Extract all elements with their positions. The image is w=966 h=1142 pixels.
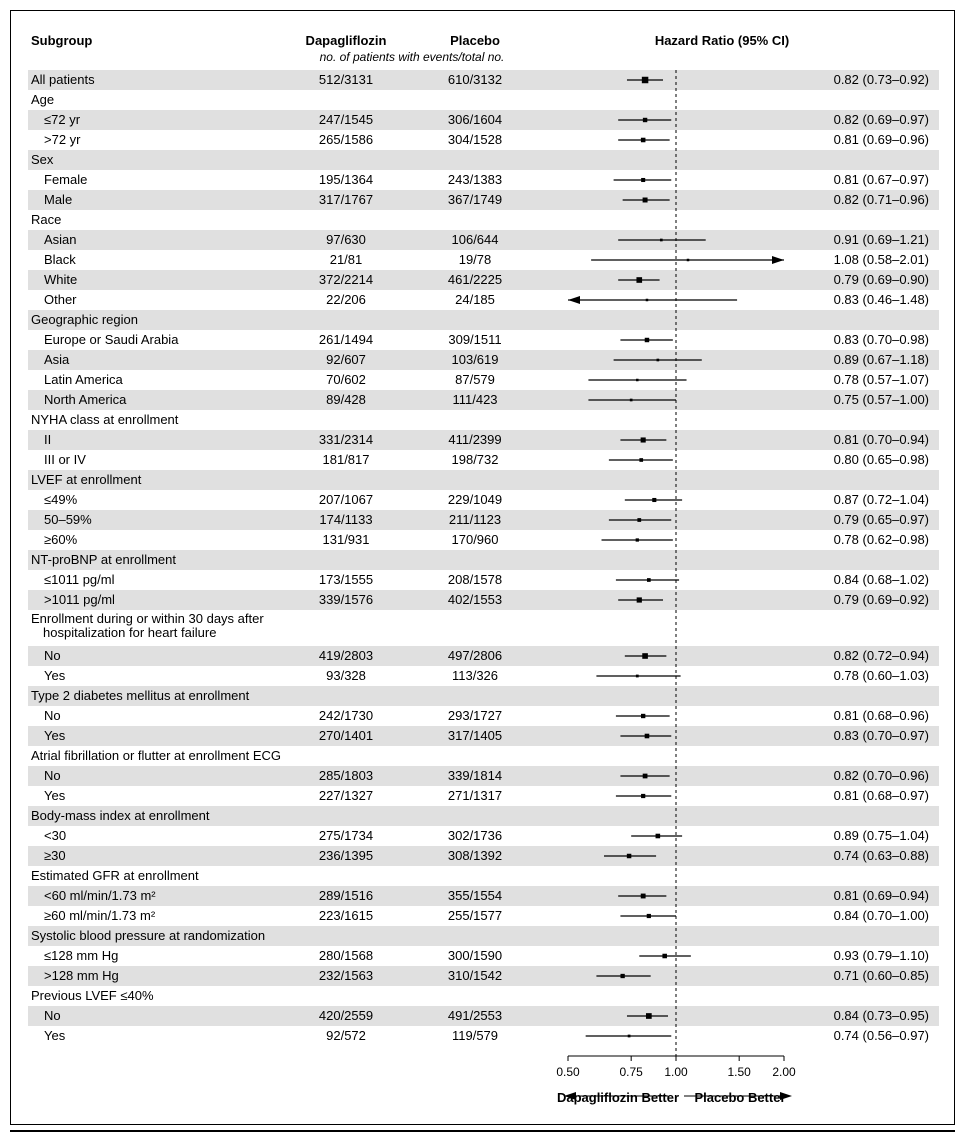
subgroup-label: Black	[44, 252, 76, 267]
subgroup-label: Latin America	[44, 372, 123, 387]
subgroup-label: Systolic blood pressure at randomization	[31, 928, 266, 943]
hazard-ratio-text: 0.89 (0.67–1.18)	[833, 352, 929, 367]
placebo-events-value: 339/1814	[447, 768, 503, 783]
hazard-ratio-text: 0.71 (0.60–0.85)	[833, 968, 929, 983]
dapagliflozin-events-value: 207/1067	[318, 492, 374, 507]
x-tick-label: 1.50	[727, 1065, 751, 1079]
hazard-ratio-text: 0.79 (0.69–0.90)	[833, 272, 929, 287]
subgroup-label: 50–59%	[44, 512, 92, 527]
hazard-ratio-text: 0.93 (0.79–1.10)	[833, 948, 929, 963]
placebo-events-value: 170/960	[451, 532, 499, 547]
placebo-events-value: 310/1542	[447, 968, 503, 983]
dapagliflozin-events-value: 97/630	[326, 232, 366, 247]
hazard-ratio-text: 0.82 (0.71–0.96)	[833, 192, 929, 207]
subgroup-label: ≥30	[44, 848, 66, 863]
hazard-ratio-text: 0.80 (0.65–0.98)	[833, 452, 929, 467]
point-estimate-marker	[645, 338, 649, 342]
subgroup-label: LVEF at enrollment	[31, 472, 142, 487]
placebo-events-value: 198/732	[451, 452, 499, 467]
dapagliflozin-events-value: 174/1133	[319, 512, 373, 527]
dapagliflozin-better-label: Dapagliflozin Better	[556, 1090, 680, 1105]
point-estimate-marker	[641, 138, 646, 143]
subgroup-label: Geographic region	[31, 312, 138, 327]
point-estimate-marker	[637, 518, 641, 522]
subgroup-label: Age	[31, 92, 55, 107]
subgroup-label-line2: hospitalization for heart failure	[43, 625, 217, 640]
point-estimate-marker	[641, 437, 646, 442]
hazard-ratio-text: 0.83 (0.70–0.98)	[833, 332, 929, 347]
point-estimate-marker	[641, 794, 645, 798]
placebo-events-value: 302/1736	[447, 828, 503, 843]
hazard-ratio-text: 0.84 (0.73–0.95)	[833, 1008, 929, 1023]
hazard-ratio-text: 0.83 (0.70–0.97)	[833, 728, 929, 743]
point-estimate-marker	[643, 198, 648, 203]
placebo-events-value: 304/1528	[447, 132, 503, 147]
hazard-ratio-text: 0.79 (0.69–0.92)	[833, 592, 929, 607]
subgroup-label: No	[44, 1008, 61, 1023]
point-estimate-marker	[630, 399, 633, 402]
placebo-events-value: 355/1554	[447, 888, 503, 903]
dapagliflozin-events-value: 232/1563	[318, 968, 374, 983]
subgroup-label: Type 2 diabetes mellitus at enrollment	[31, 688, 250, 703]
placebo-events-value: 309/1511	[448, 332, 502, 347]
placebo-events-value: 402/1553	[447, 592, 503, 607]
dapagliflozin-events-value: 339/1576	[318, 592, 374, 607]
point-estimate-marker	[643, 118, 647, 122]
placebo-events-value: 255/1577	[447, 908, 503, 923]
subgroup-label: ≤72 yr	[44, 112, 81, 127]
point-estimate-marker	[636, 379, 639, 382]
point-estimate-marker	[628, 1035, 631, 1038]
point-estimate-marker	[639, 458, 643, 462]
point-estimate-marker	[687, 259, 690, 262]
subgroup-label: Estimated GFR at enrollment	[31, 868, 199, 883]
placebo-events-value: 243/1383	[447, 172, 503, 187]
dapagliflozin-events-value: 275/1734	[318, 828, 374, 843]
placebo-events-value: 610/3132	[447, 72, 503, 87]
subgroup-label: NT-proBNP at enrollment	[31, 552, 176, 567]
placebo-events-value: 308/1392	[447, 848, 503, 863]
dapagliflozin-events-value: 131/931	[322, 532, 370, 547]
subgroup-label: ≥60 ml/min/1.73 m²	[44, 908, 156, 923]
point-estimate-marker	[627, 854, 631, 858]
dapagliflozin-events-value: 242/1730	[318, 708, 374, 723]
placebo-events-value: 87/579	[455, 372, 495, 387]
hazard-ratio-text: 0.78 (0.57–1.07)	[833, 372, 929, 387]
subgroup-label: Male	[44, 192, 73, 207]
dapagliflozin-events-value: 236/1395	[318, 848, 374, 863]
dapagliflozin-events-value: 89/428	[326, 392, 366, 407]
dapagliflozin-events-value: 512/3131	[318, 72, 374, 87]
hazard-ratio-text: 0.84 (0.70–1.00)	[833, 908, 929, 923]
dapagliflozin-events-value: 419/2803	[318, 648, 374, 663]
dapagliflozin-events-value: 22/206	[326, 292, 366, 307]
placebo-events-value: 317/1405	[447, 728, 503, 743]
hazard-ratio-text: 0.91 (0.69–1.21)	[833, 232, 929, 247]
dapagliflozin-events-value: 285/1803	[318, 768, 374, 783]
hazard-ratio-text: 0.82 (0.72–0.94)	[833, 648, 929, 663]
point-estimate-marker	[620, 974, 624, 978]
hazard-ratio-text: 0.81 (0.68–0.97)	[833, 788, 929, 803]
point-estimate-marker	[647, 578, 651, 582]
point-estimate-marker	[642, 653, 648, 659]
subgroup-label: Yes	[44, 668, 66, 683]
subgroup-label: Atrial fibrillation or flutter at enrollment ECG	[31, 748, 281, 763]
subgroup-label: >128 mm Hg	[44, 968, 119, 983]
subgroup-header: Subgroup	[31, 33, 93, 48]
x-tick-label: 1.00	[664, 1065, 688, 1079]
placebo-events-value: 211/1123	[448, 512, 502, 527]
hazard-ratio-text: 0.87 (0.72–1.04)	[833, 492, 929, 507]
point-estimate-marker	[646, 299, 649, 302]
subgroup-label: No	[44, 648, 61, 663]
subgroup-label: ≤49%	[44, 492, 78, 507]
placebo-events-value: 229/1049	[447, 492, 503, 507]
placebo-events-value: 111/423	[452, 392, 498, 407]
dapagliflozin-events-value: 289/1516	[318, 888, 374, 903]
placebo-events-value: 461/2225	[447, 272, 503, 287]
point-estimate-marker	[641, 894, 646, 899]
placebo-events-value: 208/1578	[447, 572, 503, 587]
hazard-ratio-text: 0.74 (0.56–0.97)	[833, 1028, 929, 1043]
dapagliflozin-events-value: 92/572	[326, 1028, 366, 1043]
subgroup-label: <30	[44, 828, 67, 843]
hazard-ratio-text: 0.89 (0.75–1.04)	[833, 828, 929, 843]
ci-arrow-left-icon	[568, 296, 580, 304]
point-estimate-marker	[636, 538, 639, 541]
point-estimate-marker	[652, 498, 656, 502]
hazard-ratio-text: 0.75 (0.57–1.00)	[833, 392, 929, 407]
dapagliflozin-events-value: 280/1568	[318, 948, 374, 963]
subgroup-label: ≤1011 pg/ml	[44, 572, 115, 587]
point-estimate-marker	[643, 774, 648, 779]
hazard-ratio-text: 0.78 (0.60–1.03)	[833, 668, 929, 683]
subgroup-label: ≥60%	[44, 532, 78, 547]
subgroup-label: All patients	[31, 72, 95, 87]
point-estimate-marker	[662, 954, 667, 959]
x-tick-label: 2.00	[772, 1065, 796, 1079]
hazard-ratio-text: 0.79 (0.65–0.97)	[833, 512, 929, 527]
subgroup-label: <60 ml/min/1.73 m²	[44, 888, 156, 903]
dapagliflozin-events-value: 223/1615	[318, 908, 374, 923]
subgroup-label: Female	[44, 172, 88, 187]
subgroup-label: II	[44, 432, 52, 447]
point-estimate-marker	[641, 178, 645, 182]
dapagliflozin-events-value: 317/1767	[318, 192, 374, 207]
subgroup-label: Sex	[31, 152, 54, 167]
point-estimate-marker	[647, 914, 651, 918]
dapagliflozin-events-value: 265/1586	[318, 132, 374, 147]
placebo-events-value: 106/644	[451, 232, 499, 247]
hazard-ratio-text: 0.81 (0.67–0.97)	[833, 172, 929, 187]
placebo-events-value: 293/1727	[447, 708, 503, 723]
subgroup-label: Yes	[44, 728, 66, 743]
dapagliflozin-events-value: 70/602	[326, 372, 366, 387]
point-estimate-marker	[641, 714, 645, 718]
hazard-ratio-text: 0.81 (0.68–0.96)	[833, 708, 929, 723]
placebo-events-value: 271/1317	[447, 788, 503, 803]
subgroup-label: NYHA class at enrollment	[31, 412, 179, 427]
placebo-events-value: 300/1590	[447, 948, 503, 963]
dapagliflozin-events-value: 195/1364	[318, 172, 374, 187]
dapagliflozin-events-value: 270/1401	[318, 728, 374, 743]
ci-arrow-right-icon	[772, 256, 784, 264]
dapagliflozin-events-value: 21/81	[329, 252, 363, 267]
placebo-events-value: 103/619	[451, 352, 499, 367]
dapagliflozin-events-value: 92/607	[326, 352, 366, 367]
dapagliflozin-events-value: 227/1327	[318, 788, 374, 803]
dapagliflozin-events-value: 420/2559	[318, 1008, 374, 1023]
subgroup-label: White	[44, 272, 78, 287]
subgroup-label: Asian	[44, 232, 77, 247]
hazard-ratio-text: 0.78 (0.62–0.98)	[833, 532, 929, 547]
dapagliflozin-events-value: 181/817	[322, 452, 370, 467]
placebo-events-value: 113/326	[451, 668, 499, 683]
subgroup-label: Europe or Saudi Arabia	[44, 332, 179, 347]
dapagliflozin-events-value: 372/2214	[318, 272, 374, 287]
point-estimate-marker	[636, 675, 639, 678]
hazard-ratio-header: Hazard Ratio (95% CI)	[654, 33, 790, 48]
point-estimate-marker	[636, 277, 642, 283]
hazard-ratio-text: 0.82 (0.73–0.92)	[833, 72, 929, 87]
subgroup-label: Asia	[44, 352, 70, 367]
placebo-events-value: 367/1749	[447, 192, 503, 207]
hazard-ratio-text: 0.84 (0.68–1.02)	[833, 572, 929, 587]
hazard-ratio-text: 0.81 (0.69–0.96)	[833, 132, 929, 147]
hazard-ratio-text: 0.74 (0.63–0.88)	[833, 848, 929, 863]
dapagliflozin-events-value: 93/328	[326, 668, 366, 683]
point-estimate-marker	[660, 239, 663, 242]
point-estimate-marker	[642, 77, 648, 83]
point-estimate-marker	[657, 359, 660, 362]
x-tick-label: 0.75	[619, 1065, 643, 1079]
hazard-ratio-text: 0.82 (0.69–0.97)	[833, 112, 929, 127]
placebo-events-value: 411/2399	[448, 432, 502, 447]
placebo-events-value: 19/78	[458, 252, 492, 267]
subgroup-label: >72 yr	[44, 132, 81, 147]
point-estimate-marker	[645, 734, 650, 739]
dapagliflozin-events-value: 261/1494	[318, 332, 374, 347]
dapagliflozin-events-value: 247/1545	[318, 112, 374, 127]
subgroup-label: ≤128 mm Hg	[44, 948, 119, 963]
subgroup-label: Race	[31, 212, 62, 227]
subgroup-label: >1011 pg/ml	[44, 592, 115, 607]
dapagliflozin-events-value: 331/2314	[318, 432, 374, 447]
placebo-events-value: 306/1604	[447, 112, 503, 127]
x-tick-label: 0.50	[556, 1065, 580, 1079]
hazard-ratio-text: 0.81 (0.69–0.94)	[833, 888, 929, 903]
subgroup-label: No	[44, 768, 61, 783]
subgroup-label: Other	[44, 292, 77, 307]
point-estimate-marker	[637, 597, 642, 602]
hazard-ratio-text: 1.08 (0.58–2.01)	[833, 252, 929, 267]
subgroup-label: III or IV	[44, 452, 86, 467]
placebo-events-value: 119/579	[451, 1028, 499, 1043]
subgroup-label: Yes	[44, 788, 66, 803]
placebo-better-label: Placebo Better	[694, 1090, 786, 1105]
placebo-events-value: 24/185	[455, 292, 495, 307]
dapagliflozin-header: Dapagliflozin	[305, 33, 387, 48]
placebo-events-value: 497/2806	[447, 648, 503, 663]
subgroup-label: No	[44, 708, 61, 723]
point-estimate-marker	[646, 1013, 652, 1019]
hazard-ratio-text: 0.83 (0.46–1.48)	[833, 292, 929, 307]
subgroup-label-line1: Enrollment during or within 30 days after	[31, 611, 264, 626]
subgroup-label: Body-mass index at enrollment	[31, 808, 210, 823]
subgroup-label: Yes	[44, 1028, 66, 1043]
events-subheader: no. of patients with events/total no.	[319, 50, 505, 64]
placebo-header: Placebo	[450, 33, 500, 48]
hazard-ratio-text: 0.81 (0.70–0.94)	[833, 432, 929, 447]
hazard-ratio-text: 0.82 (0.70–0.96)	[833, 768, 929, 783]
subgroup-label: Previous LVEF ≤40%	[31, 988, 154, 1003]
dapagliflozin-events-value: 173/1555	[318, 572, 374, 587]
subgroup-label: North America	[44, 392, 127, 407]
point-estimate-marker	[656, 834, 661, 839]
placebo-events-value: 491/2553	[447, 1008, 503, 1023]
